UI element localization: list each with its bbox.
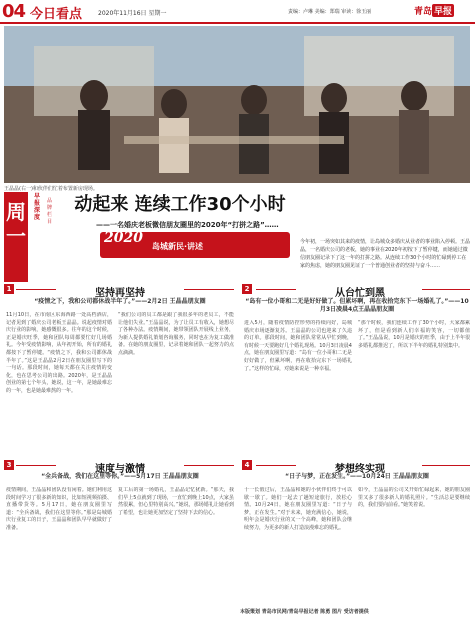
newspaper-logo: 青岛 早报 [414, 4, 454, 17]
story-body: 疫情期间，王晶晶和团队没有闲着。她们利用这段时间学习了很多新的知识，比如短视频拍摄、直播带货等。5月17日，她在朋友圈里写道：“全兵备战，我们在这里等你。”那是岛城婚庆行业复工的日子，王晶晶和团队早早就做好了准备。 [6, 487, 112, 531]
story-quote: “疫情之下，我和公司都休战半年了。”——2月2日 王晶晶朋友圈 [34, 298, 206, 305]
story-title: 从台忙到黑 [335, 288, 385, 299]
story-body: 进入5月，随着疫情防控形势的持续向好，岛城婚庆市场逐渐复苏。王晶晶的公司也迎来了久违的订单。那段时间，她和团队常常从早忙到晚，有时候一天要跑好几个婚礼现场。10月3日凌晨4点，她在朋友圈里写道：“岛有一位小哥和二无是好好做了，但累坏啊，再在收拾完东下一场婚礼了。”这样的忙碌，对她来说是一种幸福。 [244, 320, 352, 372]
title-rule [422, 289, 470, 290]
title-rule [422, 465, 470, 466]
issue-date: 2020年11月16日 星期一 [98, 10, 167, 17]
story-body: 如今，王晶晶的公司又开始忙碌起来，她的朋友圈里又多了很多新人的婚礼照片。“生活总是要继续的，我们要向前看。”她笑着说。 [358, 487, 470, 509]
story-number: 2 [242, 284, 252, 294]
title-rule [256, 289, 296, 290]
story-body: 十一长假过后，王晶晶和她的小伙伴们终于可以歇一歇了。她们一起去了趟短途旅行，放松心情。10月24日，她在朋友圈里写道：“日子与梦，正在发生。”对于未来，她充满信心，她说，明年会是婚庆行业的又一个高峰，她和团队会继续努力，为更多的新人打造浪漫难忘的婚礼。 [244, 487, 352, 531]
column-subtitle: 品牌栏目 [47, 198, 53, 225]
story-quote: “日子与梦，正在发生。”——10月24日 王晶晶朋友圈 [285, 473, 429, 480]
column-name: 早报深度 [34, 193, 41, 221]
lead-paragraph: 今年初，一场突如其来的疫情，让岛城众多婚庆从业者的事业陷入停顿。王晶晶，一名婚庆公司的老板，她的事业在2020年初按下了暂停键，而她通过微信朋友圈记录下了这一年的打拼之路。从连续工作30个小时的忙碌到停工在家的焦虑，她的朋友圈见证了一个普通创业者的坚持与奋斗…… [300, 239, 471, 269]
story-body: “那个时候，我们连续工作了30个小时，大家都累坏了，但是看到新人们幸福的笑容，一切都值了。”王晶晶说，10月是婚庆的旺季，由于上半年很多婚礼都推迟了，所以下半年的婚礼特别集中。 [358, 320, 470, 349]
title-rule [184, 289, 234, 290]
headline: 动起来 连续工作30个小时 [74, 194, 286, 215]
subheadline: ——一名婚庆老板微信朋友圈里的2020年“打拼之路”…… [96, 221, 279, 229]
story-title: 坚持再坚持 [95, 288, 145, 299]
lead-photo-scene [4, 26, 470, 183]
title-rule [184, 465, 234, 466]
story-number: 1 [4, 284, 14, 294]
story-quote: “岛有一位小哥和二无是好好做了。但累坏啊，再在收拾完东下一场婚礼了。”——10月3日凌晨4点王晶晶朋友圈 [245, 298, 469, 313]
story-body: 11月10日，在市南区东海西路一处高档酒店，记者见到了婚庆公司老板王晶晶。说起疫情对婚庆行业的影响，她感慨很多。往年的这个时候，正是婚庆旺季，她和团队每周都要忙好几场婚礼。今年受疫情影响，从年初开始，所有的婚礼都按下了暂停键。“疫情之下，我和公司都休战半年了。”这是王晶晶2月2日在朋友圈里写下的一句话。那段时间，她每天都在关注疫情的变化，也在思考公司的出路。2020年，是王晶晶创业的第七个年头，她说，这一年，是她最难忘的一年，也是她最难熬的一年。 [6, 312, 112, 394]
lead-photo [4, 26, 470, 183]
story-number: 4 [242, 460, 252, 470]
title-rule [16, 289, 56, 290]
page-footer: 本版策划 青岛市民网/青岛早报记者 陈勇 图片 受访者提供 [240, 609, 369, 615]
series-title: 岛城新民·讲述 [152, 242, 204, 251]
story-title: 速度与激情 [95, 464, 145, 475]
series-year: 2020 [104, 230, 143, 246]
page-number: 04 [2, 1, 26, 22]
story-number: 3 [4, 460, 14, 470]
story-body: “我们公司的员工都是跟了我很多年的老员工，不能让他们失业。”王晶晶说，为了让员工有收入，她想尽了各种办法。疫情期间，她带领团队开展线上业务，为新人提供婚礼策划咨询服务，同时也在为复工做准备。在她的朋友圈里，记录着她和团队一起努力的点点滴滴。 [118, 312, 234, 356]
section-title: 今日看点 [30, 7, 83, 22]
story-body: 复工后的第一场婚礼，王晶晶记忆犹新。“那天，我们早上5点就到了现场，一直忙到晚上10点，大家虽然很累，但心里特别高兴。”她说，那场婚礼让她看到了希望，也让她更加坚定了坚持下去的信心。 [118, 487, 234, 516]
title-rule [16, 465, 56, 466]
story-quote: “全兵备战，我们在这里等你。”——5月17日 王晶晶朋友圈 [41, 473, 199, 480]
story-title: 梦想终实现 [335, 464, 385, 475]
photo-caption: 王晶晶(右一)和伙伴们忙着布置新房现场。 [4, 186, 98, 192]
editor-credits: 责编：卢琳 美编：郑瑞 审读：徐玉丽 [288, 9, 372, 15]
week-label: 周 一 [6, 200, 26, 248]
title-rule [256, 465, 296, 466]
